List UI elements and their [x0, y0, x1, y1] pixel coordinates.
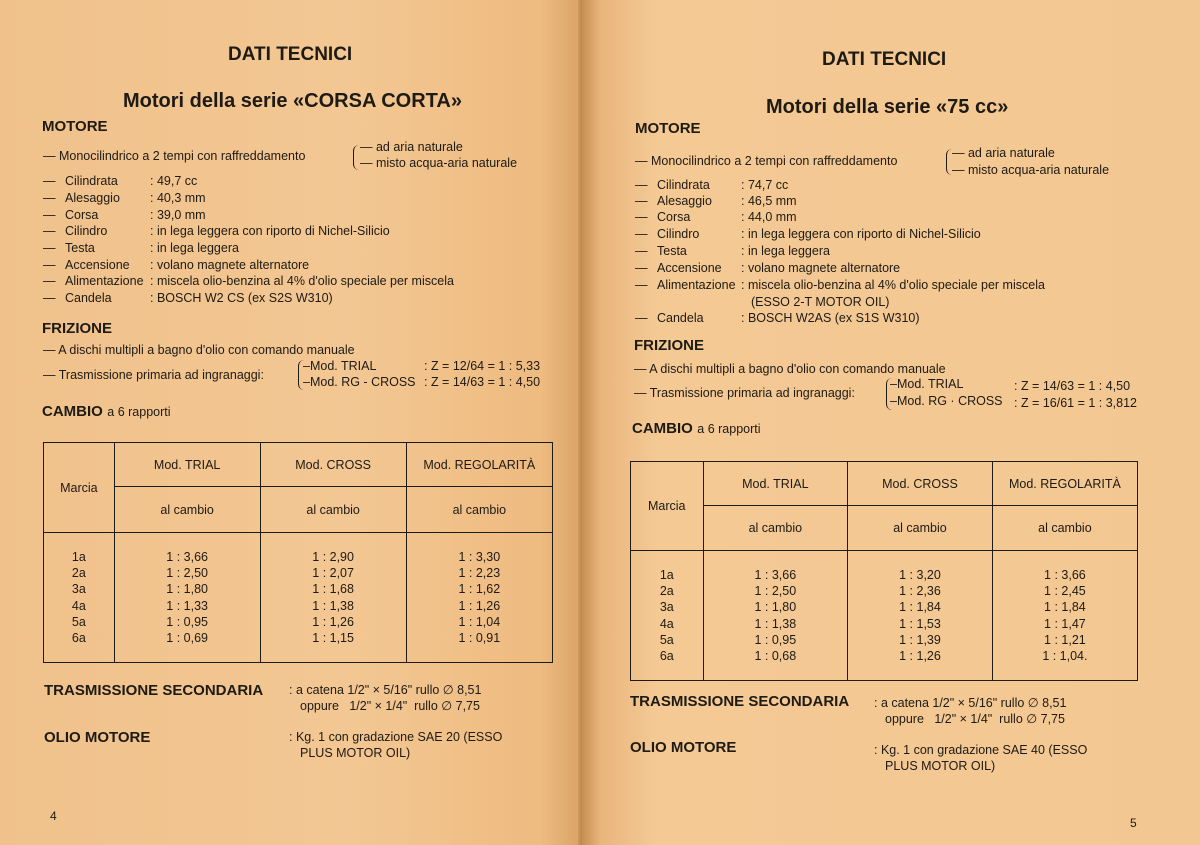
cooling-option: — ad aria naturale: [952, 146, 1055, 160]
col-header-model: Mod. TRIAL: [703, 462, 848, 506]
frizione-heading: FRIZIONE: [42, 320, 112, 337]
spec-value: : in lega leggera con riporto di Nichel-Silicio: [150, 224, 390, 238]
olio-motore-heading: OLIO MOTORE: [630, 739, 737, 756]
spec-label: Alesaggio: [65, 191, 120, 205]
spec-label: Candela: [657, 311, 704, 325]
col-subheader: al cambio: [114, 487, 260, 533]
ratio-column-trial: [703, 551, 848, 681]
ratio-cell: 1 : 1,38: [312, 598, 354, 613]
trasm-model: –Mod. RG - CROSS: [303, 375, 416, 389]
ratio-cell: 1 : 1,68: [312, 582, 354, 597]
col-subheader: al cambio: [992, 506, 1137, 551]
ratio-cell: 1 : 1,80: [166, 582, 208, 597]
spec-label: Alesaggio: [657, 194, 712, 208]
spec-label: Testa: [65, 241, 95, 255]
ratio-column-regolarita: [992, 551, 1137, 681]
spec-label: Cilindrata: [65, 174, 118, 188]
ratio-cell: 1 : 1,39: [899, 632, 941, 647]
col-subheader: al cambio: [703, 506, 848, 551]
gear-ratio-table: [630, 461, 1138, 681]
brace-icon: [353, 145, 359, 170]
ratio-cell: 1 : 1,84: [1044, 600, 1086, 615]
trasm-ratio: : Z = 14/63 = 1 : 4,50: [1014, 379, 1131, 393]
col-header-marcia: Marcia: [631, 462, 704, 551]
col-header-model: Mod. REGOLARITÀ: [406, 443, 552, 487]
olio-motore-heading: OLIO MOTORE: [44, 729, 151, 746]
trasmissione-secondaria-heading: TRASMISSIONE SECONDARIA: [44, 682, 264, 699]
gear-list: [44, 533, 115, 663]
ratio-cell: 1 : 3,66: [754, 567, 797, 582]
cooling-option: — ad aria naturale: [360, 140, 463, 154]
trasm-ratio: : Z = 14/63 = 1 : 4,50: [424, 375, 541, 389]
spec-label: Cilindro: [657, 227, 700, 241]
spec-value: : miscela olio-benzina al 4% d'olio speciale per miscela: [741, 278, 1045, 292]
col-header-model: Mod. REGOLARITÀ: [992, 462, 1137, 506]
trasm-ratio: : Z = 16/61 = 1 : 3,812: [1014, 396, 1138, 410]
spec-label: Alimentazione: [65, 274, 144, 288]
spec-label: Cilindrata: [657, 178, 710, 192]
gear-label: 3a: [71, 582, 86, 597]
gear-label: 1a: [71, 549, 86, 564]
ratio-cell: 1 : 1,80: [754, 600, 797, 615]
cambio-suffix: a 6 rapporti: [107, 405, 171, 419]
trasm-model: –Mod. RG · CROSS: [890, 394, 1003, 408]
trasmissione-secondaria-line: : a catena 1/2" × 5/16" rullo ∅ 8,51: [874, 696, 1067, 710]
ratio-cell: 1 : 2,23: [458, 565, 501, 580]
cooling-label: — Monocilindrico a 2 tempi con raffreddamento: [43, 149, 306, 163]
ratio-cell: 1 : 3,66: [1044, 567, 1086, 582]
spec-label: Testa: [657, 244, 687, 258]
ratio-cell: 1 : 1,26: [899, 649, 941, 664]
cooling-label: — Monocilindrico a 2 tempi con raffreddamento: [635, 154, 898, 168]
frizione-line: — A dischi multipli a bagno d'olio con comando manuale: [43, 343, 355, 357]
cooling-option: — misto acqua-aria naturale: [360, 156, 518, 170]
series-subtitle: Motori della serie «75 cc»: [766, 96, 1009, 118]
ratio-cell: 1 : 1,84: [899, 600, 941, 615]
spec-label: Alimentazione: [657, 278, 736, 292]
ratio-cell: 1 : 2,50: [166, 565, 208, 580]
trasm-ratio: : Z = 12/64 = 1 : 5,33: [424, 359, 541, 373]
spec-label: Corsa: [657, 210, 691, 224]
trasmissione-secondaria-heading: TRASMISSIONE SECONDARIA: [630, 693, 850, 710]
motore-heading: MOTORE: [635, 120, 701, 137]
motore-heading: MOTORE: [42, 118, 108, 135]
gear-label: 5a: [71, 614, 86, 629]
ratio-cell: 1 : 2,50: [754, 583, 797, 598]
gear-label: 4a: [659, 616, 674, 631]
spec-value: : miscela olio-benzina al 4% d'olio speciale per miscela: [150, 274, 454, 288]
spec-value: : volano magnete alternatore: [741, 261, 901, 275]
gear-label: 3a: [659, 600, 674, 615]
ratio-cell: 1 : 1,47: [1044, 616, 1086, 631]
ratio-cell: 1 : 0,69: [166, 631, 208, 646]
spec-value: : 49,7 cc: [150, 174, 198, 188]
ratio-cell: 1 : 1,62: [458, 582, 501, 597]
ratio-cell: 1 : 1,04: [458, 614, 501, 629]
gear-ratio-table: [43, 442, 553, 663]
ratio-cell: 1 : 1,26: [312, 614, 354, 629]
ratio-cell: 1 : 3,30: [458, 549, 501, 564]
page-number: 4: [50, 809, 57, 823]
right-page: DATI TECNICI Motori della serie «75 cc» MOTORE — Monocilindrico a 2 tempi con raffreddamento — ad aria naturale — misto acqua-aria naturale — Cilindrata : 74,7 cc — Alesaggio : 46,5 mm — Corsa : 44,0 mm — Cilindro : in lega leggera con riporto di Nichel-Silicio — Testa : in lega leggera — Accensione : volano magnete alternatore — Alimentazione : miscela olio-benzina al 4% d'olio speciale per miscela (ESSO 2-T MOTOR OIL) — Candela : BOSCH W2AS (ex S1S W310) FRIZIONE — A dischi multipli a bagno d'olio con comando manuale — Trasmissione primaria ad ingranaggi: –Mod. TRIAL : Z = 14/63 = 1 : 4,50 –Mod. RG · CROSS : Z = 16/61 = 1 : 3,812 CAMBIO a 6 rapporti Marcia Mod. TRIAL Mod. CROSS Mod. REGOLARITÀ al cambio al cambio al cambio 1a 2a 3a 4a 5a 6a 1 : 3,66 1 : 2,50 1 : 1,80 1 : 1,38 1 : 0,95 1 : 0,68 1 : 3,20 1 : 2,36 1 : 1,84 1 : 1,53 1 : 1,39 1 : 1,26 1 : 3,66 1 : 2,45 1 : 1,84 1 : 1,47 1 : 1,21 1 : 1,04. TRASMISSIONE SECONDARIA : a catena 1/2" × 5/16" rullo ∅ 8,51 oppure 1/2" × 1/4" rullo ∅ 7,75 OLIO MOTORE : Kg. 1 con gradazione SAE 40 (ESSO PLUS MOTOR OIL) 5: [582, 0, 1200, 845]
spec-label: Corsa: [65, 208, 99, 222]
spec-value: : in lega leggera con riporto di Nichel-Silicio: [741, 227, 981, 241]
olio-motore-line: : Kg. 1 con gradazione SAE 40 (ESSO: [874, 743, 1088, 757]
spec-value: : BOSCH W2AS (ex S1S W310): [741, 311, 920, 325]
trasmissione-primaria-label: — Trasmissione primaria ad ingranaggi:: [634, 386, 855, 400]
page-number: 5: [1130, 816, 1137, 830]
olio-motore-line: PLUS MOTOR OIL): [885, 759, 996, 773]
trasmissione-secondaria-line: oppure 1/2" × 1/4" rullo ∅ 7,75: [885, 712, 1065, 726]
trasm-model: –Mod. TRIAL: [303, 359, 377, 373]
ratio-column-cross: [848, 551, 993, 681]
gear-label: 2a: [71, 565, 86, 580]
col-header-model: Mod. CROSS: [260, 443, 406, 487]
spec-value: : volano magnete alternatore: [150, 258, 310, 272]
ratio-cell: 1 : 2,90: [312, 549, 354, 564]
trasmissione-secondaria-line: oppure 1/2" × 1/4" rullo ∅ 7,75: [300, 699, 480, 713]
frizione-heading: FRIZIONE: [634, 337, 704, 354]
spec-label: Candela: [65, 291, 112, 305]
trasm-model: –Mod. TRIAL: [890, 377, 964, 391]
spec-value: : in lega leggera: [741, 244, 830, 258]
ratio-cell: 1 : 0,68: [754, 649, 797, 664]
col-subheader: al cambio: [848, 506, 993, 551]
ratio-cell: 1 : 2,36: [899, 583, 941, 598]
series-subtitle: Motori della serie «CORSA CORTA»: [123, 90, 462, 112]
spec-value: : BOSCH W2 CS (ex S2S W310): [150, 291, 333, 305]
ratio-cell: 1 : 1,33: [166, 598, 208, 613]
spec-value: : 40,3 mm: [150, 191, 206, 205]
ratio-column-trial: [114, 533, 260, 663]
gear-label: 4a: [71, 598, 86, 613]
col-header-marcia: Marcia: [44, 443, 115, 533]
cooling-option: — misto acqua-aria naturale: [952, 163, 1110, 177]
ratio-cell: 1 : 1,21: [1044, 632, 1086, 647]
spec-value: : 74,7 cc: [741, 178, 789, 192]
ratio-cell: 1 : 0,95: [754, 632, 797, 647]
ratio-column-cross: [260, 533, 406, 663]
gear-label: 2a: [659, 583, 674, 598]
ratio-cell: 1 : 1,26: [458, 598, 501, 613]
col-subheader: al cambio: [260, 487, 406, 533]
gear-label: 1a: [659, 567, 674, 582]
gear-label: 6a: [71, 631, 86, 646]
trasmissione-primaria-label: — Trasmissione primaria ad ingranaggi:: [43, 368, 264, 382]
frizione-line: — A dischi multipli a bagno d'olio con comando manuale: [634, 362, 946, 376]
ratio-cell: 1 : 1,38: [754, 616, 797, 631]
ratio-cell: 1 : 2,45: [1044, 583, 1086, 598]
spec-label: Accensione: [65, 258, 130, 272]
cambio-line: [632, 420, 761, 438]
gear-label: 6a: [659, 649, 674, 664]
alimentazione-extra: (ESSO 2-T MOTOR OIL): [751, 295, 890, 309]
ratio-cell: 1 : 0,95: [166, 614, 208, 629]
ratio-cell: 1 : 2,07: [312, 565, 354, 580]
spec-value: : in lega leggera: [150, 241, 239, 255]
spec-label: Accensione: [657, 261, 722, 275]
col-subheader: al cambio: [406, 487, 552, 533]
spec-value: : 44,0 mm: [741, 210, 797, 224]
trasmissione-secondaria-line: : a catena 1/2" × 5/16" rullo ∅ 8,51: [289, 683, 482, 697]
cambio-heading: CAMBIO: [42, 403, 103, 420]
olio-motore-line: : Kg. 1 con gradazione SAE 20 (ESSO: [289, 730, 503, 744]
cambio-line: [42, 403, 171, 421]
spec-label: Cilindro: [65, 224, 108, 238]
page-title: DATI TECNICI: [822, 49, 947, 70]
spec-value: : 39,0 mm: [150, 208, 206, 222]
left-page: DATI TECNICI Motori della serie «CORSA CORTA» MOTORE — Monocilindrico a 2 tempi con raffreddamento — ad aria naturale — misto acqua-aria naturale — Cilindrata : 49,7 cc — Alesaggio : 40,3 mm — Corsa : 39,0 mm — Cilindro : in lega leggera con riporto di Nichel-Silicio — Testa : in lega leggera — Accensione : volano magnete alternatore — Alimentazione : miscela olio-benzina al 4% d'olio speciale per miscela — Candela : BOSCH W2 CS (ex S2S W310) FRIZIONE — A dischi multipli a bagno d'olio con comando manuale — Trasmissione primaria ad ingranaggi: –Mod. TRIAL : Z = 12/64 = 1 : 5,33 –Mod. RG - CROSS : Z = 14/63 = 1 : 4,50 CAMBIO a 6 rapporti Marcia Mod. TRIAL Mod. CROSS Mod. REGOLARITÀ al cambio al cambio al cambio 1a 2a 3a 4a 5a 6a 1 : 3,66 1 : 2,50 1 : 1,80 1 : 1,33 1 : 0,95 1 : 0,69 1 : 2,90 1 : 2,07 1 : 1,68 1 : 1,38 1 : 1,26 1 : 1,15 1 : 3,30 1 : 2,23 1 : 1,62 1 : 1,26 1 : 1,04 1 : 0,91 TRASMISSIONE SECONDARIA : a catena 1/2" × 5/16" rullo ∅ 8,51 oppure 1/2" × 1/4" rullo ∅ 7,75 OLIO MOTORE : Kg. 1 con gradazione SAE 20 (ESSO PLUS MOTOR OIL) 4: [0, 0, 582, 845]
ratio-cell: 1 : 1,53: [899, 616, 941, 631]
ratio-cell: 1 : 3,20: [899, 567, 941, 582]
gear-list: [631, 551, 704, 681]
ratio-cell: 1 : 1,04.: [1042, 649, 1088, 664]
cambio-heading: CAMBIO: [632, 420, 693, 437]
ratio-column-regolarita: [406, 533, 552, 663]
ratio-cell: 1 : 0,91: [458, 631, 501, 646]
cambio-suffix: a 6 rapporti: [697, 422, 761, 436]
ratio-cell: 1 : 3,66: [166, 549, 208, 564]
gear-label: 5a: [659, 632, 674, 647]
col-header-model: Mod. CROSS: [848, 462, 993, 506]
spec-value: : 46,5 mm: [741, 194, 797, 208]
ratio-cell: 1 : 1,15: [312, 631, 354, 646]
page-title: DATI TECNICI: [228, 44, 353, 65]
col-header-model: Mod. TRIAL: [114, 443, 260, 487]
olio-motore-line: PLUS MOTOR OIL): [300, 746, 411, 760]
